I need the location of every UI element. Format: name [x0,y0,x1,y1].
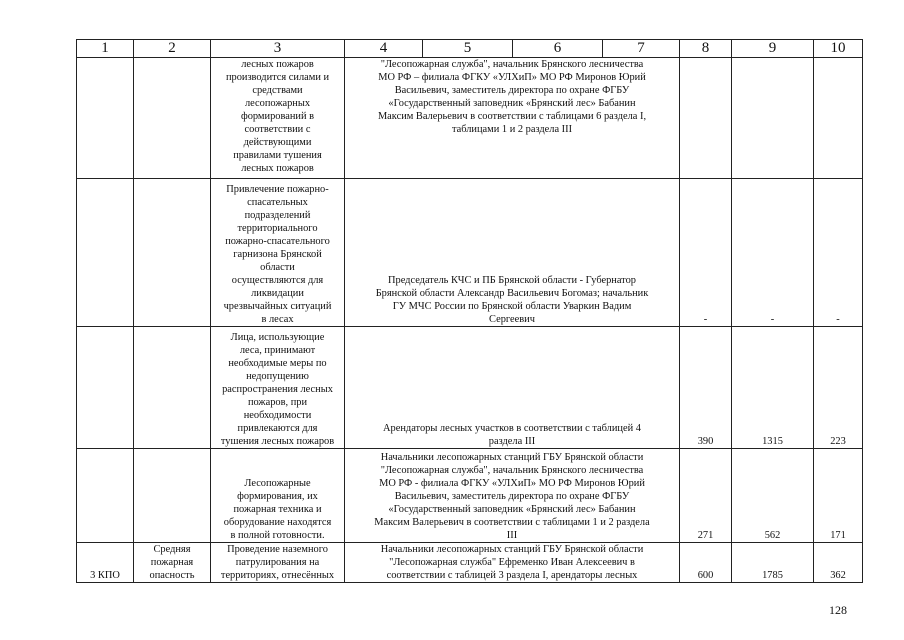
cell-col2 [134,179,211,327]
header-cell-5: 5 [423,40,513,58]
responsible-cell: Председатель КЧС и ПБ Брянской области - Губернатор Брянской области Александр Васильевич Богомаз; начальник ГУ МЧС России по Брянской области Уваркин Вадим Сергеевич [345,179,680,327]
header-cell-1: 1 [77,40,134,58]
cell-col2 [134,449,211,543]
cell-col1 [77,58,134,179]
value-col9: 1785 [732,543,814,583]
value-col10: 171 [814,449,863,543]
measure-cell: Проведение наземного патрулирования на территориях, отнесённых [211,543,345,583]
responsible-cell: Арендаторы лесных участков в соответствии с таблицей 4 раздела III [345,327,680,449]
value-col9: 1315 [732,327,814,449]
header-cell-9: 9 [732,40,814,58]
cell-col1 [77,449,134,543]
document-table [76,39,863,583]
table-row [77,58,863,179]
cell-col1 [77,179,134,327]
header-cell-10: 10 [814,40,863,58]
value-col8 [680,58,732,179]
header-cell-8: 8 [680,40,732,58]
table-row [77,543,863,583]
measure-cell: Лесопожарные формирования, их пожарная техника и оборудование находятся в полной готовности. [211,449,345,543]
header-cell-4: 4 [345,40,423,58]
zone-cell: 3 КПО [77,543,134,583]
value-col10: 223 [814,327,863,449]
value-col9 [732,58,814,179]
hazard-class-cell: Средняя пожарная опасность [134,543,211,583]
cell-col2 [134,327,211,449]
measure-cell: Привлечение пожарно- спасательных подразделений территориального пожарно-спасательного гарнизона Брянской области осуществляются для ликвидации чрезвычайных ситуаций в лесах [211,179,345,327]
header-cell-6: 6 [513,40,603,58]
header-cell-3: 3 [211,40,345,58]
measure-cell: лесных пожаров производится силами и средствами лесопожарных формирований в соответствии с действующими правилами тушения лесных пожаров [211,58,345,179]
table-row [77,179,863,327]
value-col10: - [814,179,863,327]
value-col10 [814,58,863,179]
page-number: 128 [829,603,847,617]
value-col9: 562 [732,449,814,543]
value-col9: - [732,179,814,327]
header-cell-7: 7 [603,40,680,58]
value-col8: 600 [680,543,732,583]
header-row [77,40,863,58]
value-col8: 390 [680,327,732,449]
value-col8: - [680,179,732,327]
value-col8: 271 [680,449,732,543]
table-row [77,327,863,449]
responsible-cell: Начальники лесопожарных станций ГБУ Брянской области "Лесопожарная служба", начальник Брянского лесничества МО РФ - филиала ФГКУ «УЛХиП» МО РФ Миронов Юрий Васильевич, заместитель директора по охране ФГБУ «Государственный заповедник «Брянский лес» Бабанин Максим Валерьевич в соответствии с таблицами 1 и 2 раздела III [345,449,680,543]
measure-cell: Лица, использующие леса, принимают необходимые меры по недопущению распространения лесных пожаров, при необходимости привлекаются для тушения лесных пожаров [211,327,345,449]
cell-col2 [134,58,211,179]
responsible-cell: Начальники лесопожарных станций ГБУ Брянской области "Лесопожарная служба" Ефременко Иван Алексеевич в соответствии с таблицей 3 раздела I, арендаторы лесных [345,543,680,583]
value-col10: 362 [814,543,863,583]
cell-col1 [77,327,134,449]
table-row [77,449,863,543]
header-cell-2: 2 [134,40,211,58]
responsible-cell: "Лесопожарная служба", начальник Брянского лесничества МО РФ – филиала ФГКУ «УЛХиП» МО РФ Миронов Юрий Васильевич, заместитель директора по охране ФГБУ «Государственный заповедник «Брянский лес» Бабанин Максим Валерьевич в соответствии с таблицами 6 раздела I, таблицами 1 и 2 раздела III [345,58,680,179]
